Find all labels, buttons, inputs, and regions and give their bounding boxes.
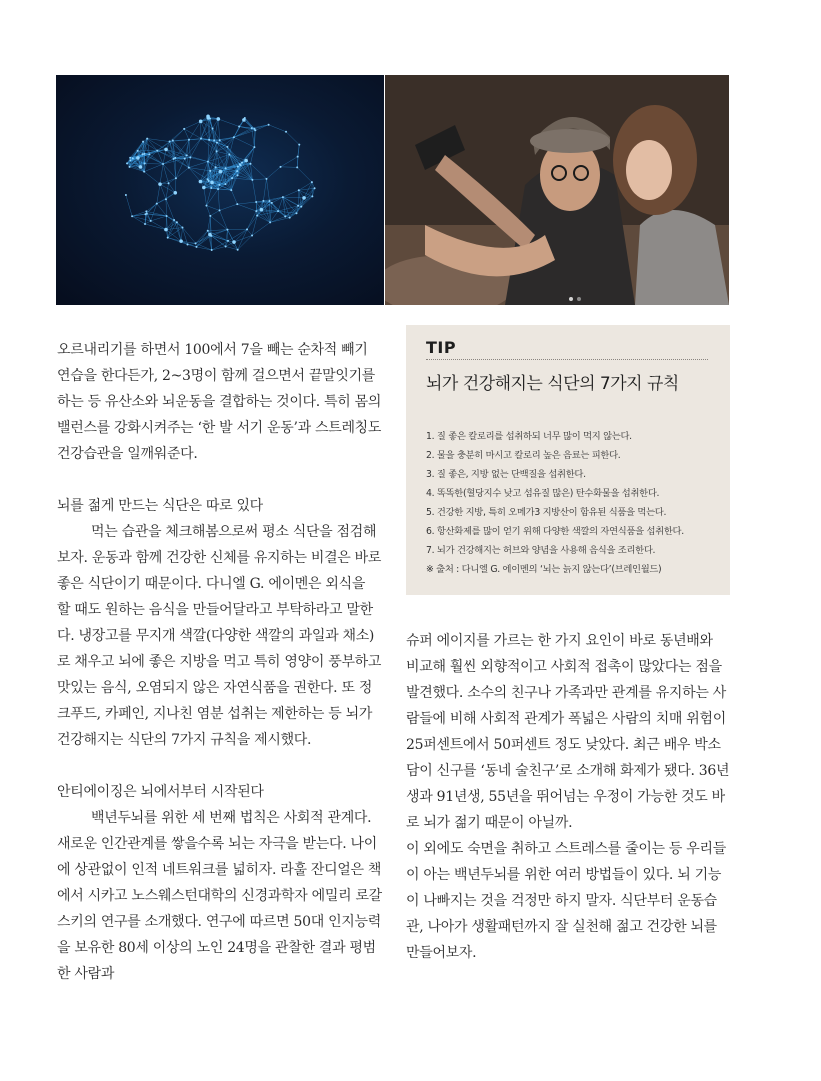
section-body-diet: 먹는 습관을 체크해봄으로써 평소 식단을 점검해보자. 운동과 함께 건강한 신체를 유지하는 비결은 바로 좋은 식단이기 때문이다. 다니엘 G. 에이멘은 외식을 할 때도 원하는 음식을 만들어달라고 부탁하라고 말한다. 냉장고를 무지개 색깔(다양한 색깔의 과일과 채소)로 채우고 뇌에 좋은 지방을 먹고 특히 영양이 풍부하고 맛있는 음식, 오염되지 않은 자연식품을 권한다. 또 정크푸드, 카페인, 지나친 염분 섭취는 제한하는 등 뇌가 건강해지는 식단의 7가지 규칙을 제시했다. <box>57 524 382 748</box>
selfie-photo-illustration <box>385 75 729 305</box>
brain-network-nodes <box>125 115 316 252</box>
tip-rule-item: 5. 건강한 지방, 특히 오메가3 지방산이 함유된 식품을 먹는다. <box>426 507 667 518</box>
tip-title: 뇌가 건강해지는 식단의 7가지 규칙 <box>426 374 679 394</box>
tip-rule-item: 4. 똑똑한(혈당지수 낮고 섬유질 많은) 탄수화물을 섭취한다. <box>426 488 660 499</box>
tip-rule-item: 6. 항산화제를 많이 얻기 위해 다양한 색깔의 자연식품을 섭취한다. <box>426 526 684 537</box>
right-paragraph-2: 이 외에도 숙면을 취하고 스트레스를 줄이는 등 우리들이 아는 백년두뇌를 위한 여러 방법들이 있다. 뇌 기능이 나빠지는 것을 걱정만 하지 말자. 식단부터 운동습관, 나아가 생활패턴까지 잘 실천해 젊고 건강한 뇌를 만들어보자. <box>406 841 726 961</box>
section-heading-diet: 뇌를 젊게 만드는 식단은 따로 있다 <box>57 498 263 514</box>
section-body-antiaging: 백년두뇌를 위한 세 번째 법칙은 사회적 관계다. 새로운 인간관계를 쌓을수록 뇌는 자극을 받는다. 나이에 상관없이 인적 네트워크를 넓히자. 라훌 잔디얼은 책에서 시카고 노스웨스턴대학의 신경과학자 에밀리 로갈스키의 연구를 소개했다. 연구에 따르면 50대 인지능력을 보유한 80세 이상의 노인 24명을 관찰한 결과 평범한 사람과 <box>57 810 382 982</box>
selfie-photo <box>385 75 729 305</box>
tip-box <box>406 325 730 595</box>
right-column <box>406 628 730 966</box>
tip-divider <box>426 359 708 360</box>
tip-rules-list <box>426 427 726 560</box>
left-column <box>57 337 382 987</box>
tip-rule-item: 3. 질 좋은, 지방 없는 단백질을 섭취한다. <box>426 469 586 480</box>
brain-network-illustration <box>56 75 384 305</box>
tip-label: TIP <box>426 338 457 357</box>
right-paragraph-1: 슈퍼 에이지를 가르는 한 가지 요인이 바로 동년배와 비교해 훨씬 외향적이고 사회적 접촉이 많았다는 점을 발견했다. 소수의 친구나 가족과만 관계를 유지하는 사람들에 비해 사회적 관계가 폭넓은 사람의 치매 위험이 25퍼센트에서 50퍼센트 정도 낮았다. 최근 배우 박소담이 신구를 ‘동네 술친구’로 소개해 화제가 됐다. 36년생과 91년생, 55년을 뛰어넘는 우정이 가능한 것도 바로 뇌가 젊기 때문이 아닐까. <box>406 633 730 831</box>
brain-network-image <box>56 75 384 305</box>
tip-source: ※ 출처 : 다니엘 G. 에이멘의 ‘뇌는 늙지 않는다’(브레인월드) <box>426 564 662 575</box>
section-heading-antiaging: 안티에이징은 뇌에서부터 시작된다 <box>57 784 264 800</box>
tip-rule-item: 7. 뇌가 건강해지는 허브와 양념을 사용해 음식을 조리한다. <box>426 545 656 556</box>
tip-rule-item: 1. 질 좋은 칼로리를 섭취하되 너무 많이 먹지 않는다. <box>426 431 632 442</box>
intro-paragraph: 오르내리기를 하면서 100에서 7을 빼는 순차적 빼기 연습을 한다든가, 2~3명이 함께 걸으면서 끝말잇기를 하는 등 유산소와 뇌운동을 결합하는 것이다. 특히 몸의 밸런스를 강화시켜주는 ‘한 발 서기 운동’과 스트레칭도 건강습관을 일깨워준다. <box>57 342 382 462</box>
tip-rule-item: 2. 물을 충분히 마시고 칼로리 높은 음료는 피한다. <box>426 450 621 461</box>
